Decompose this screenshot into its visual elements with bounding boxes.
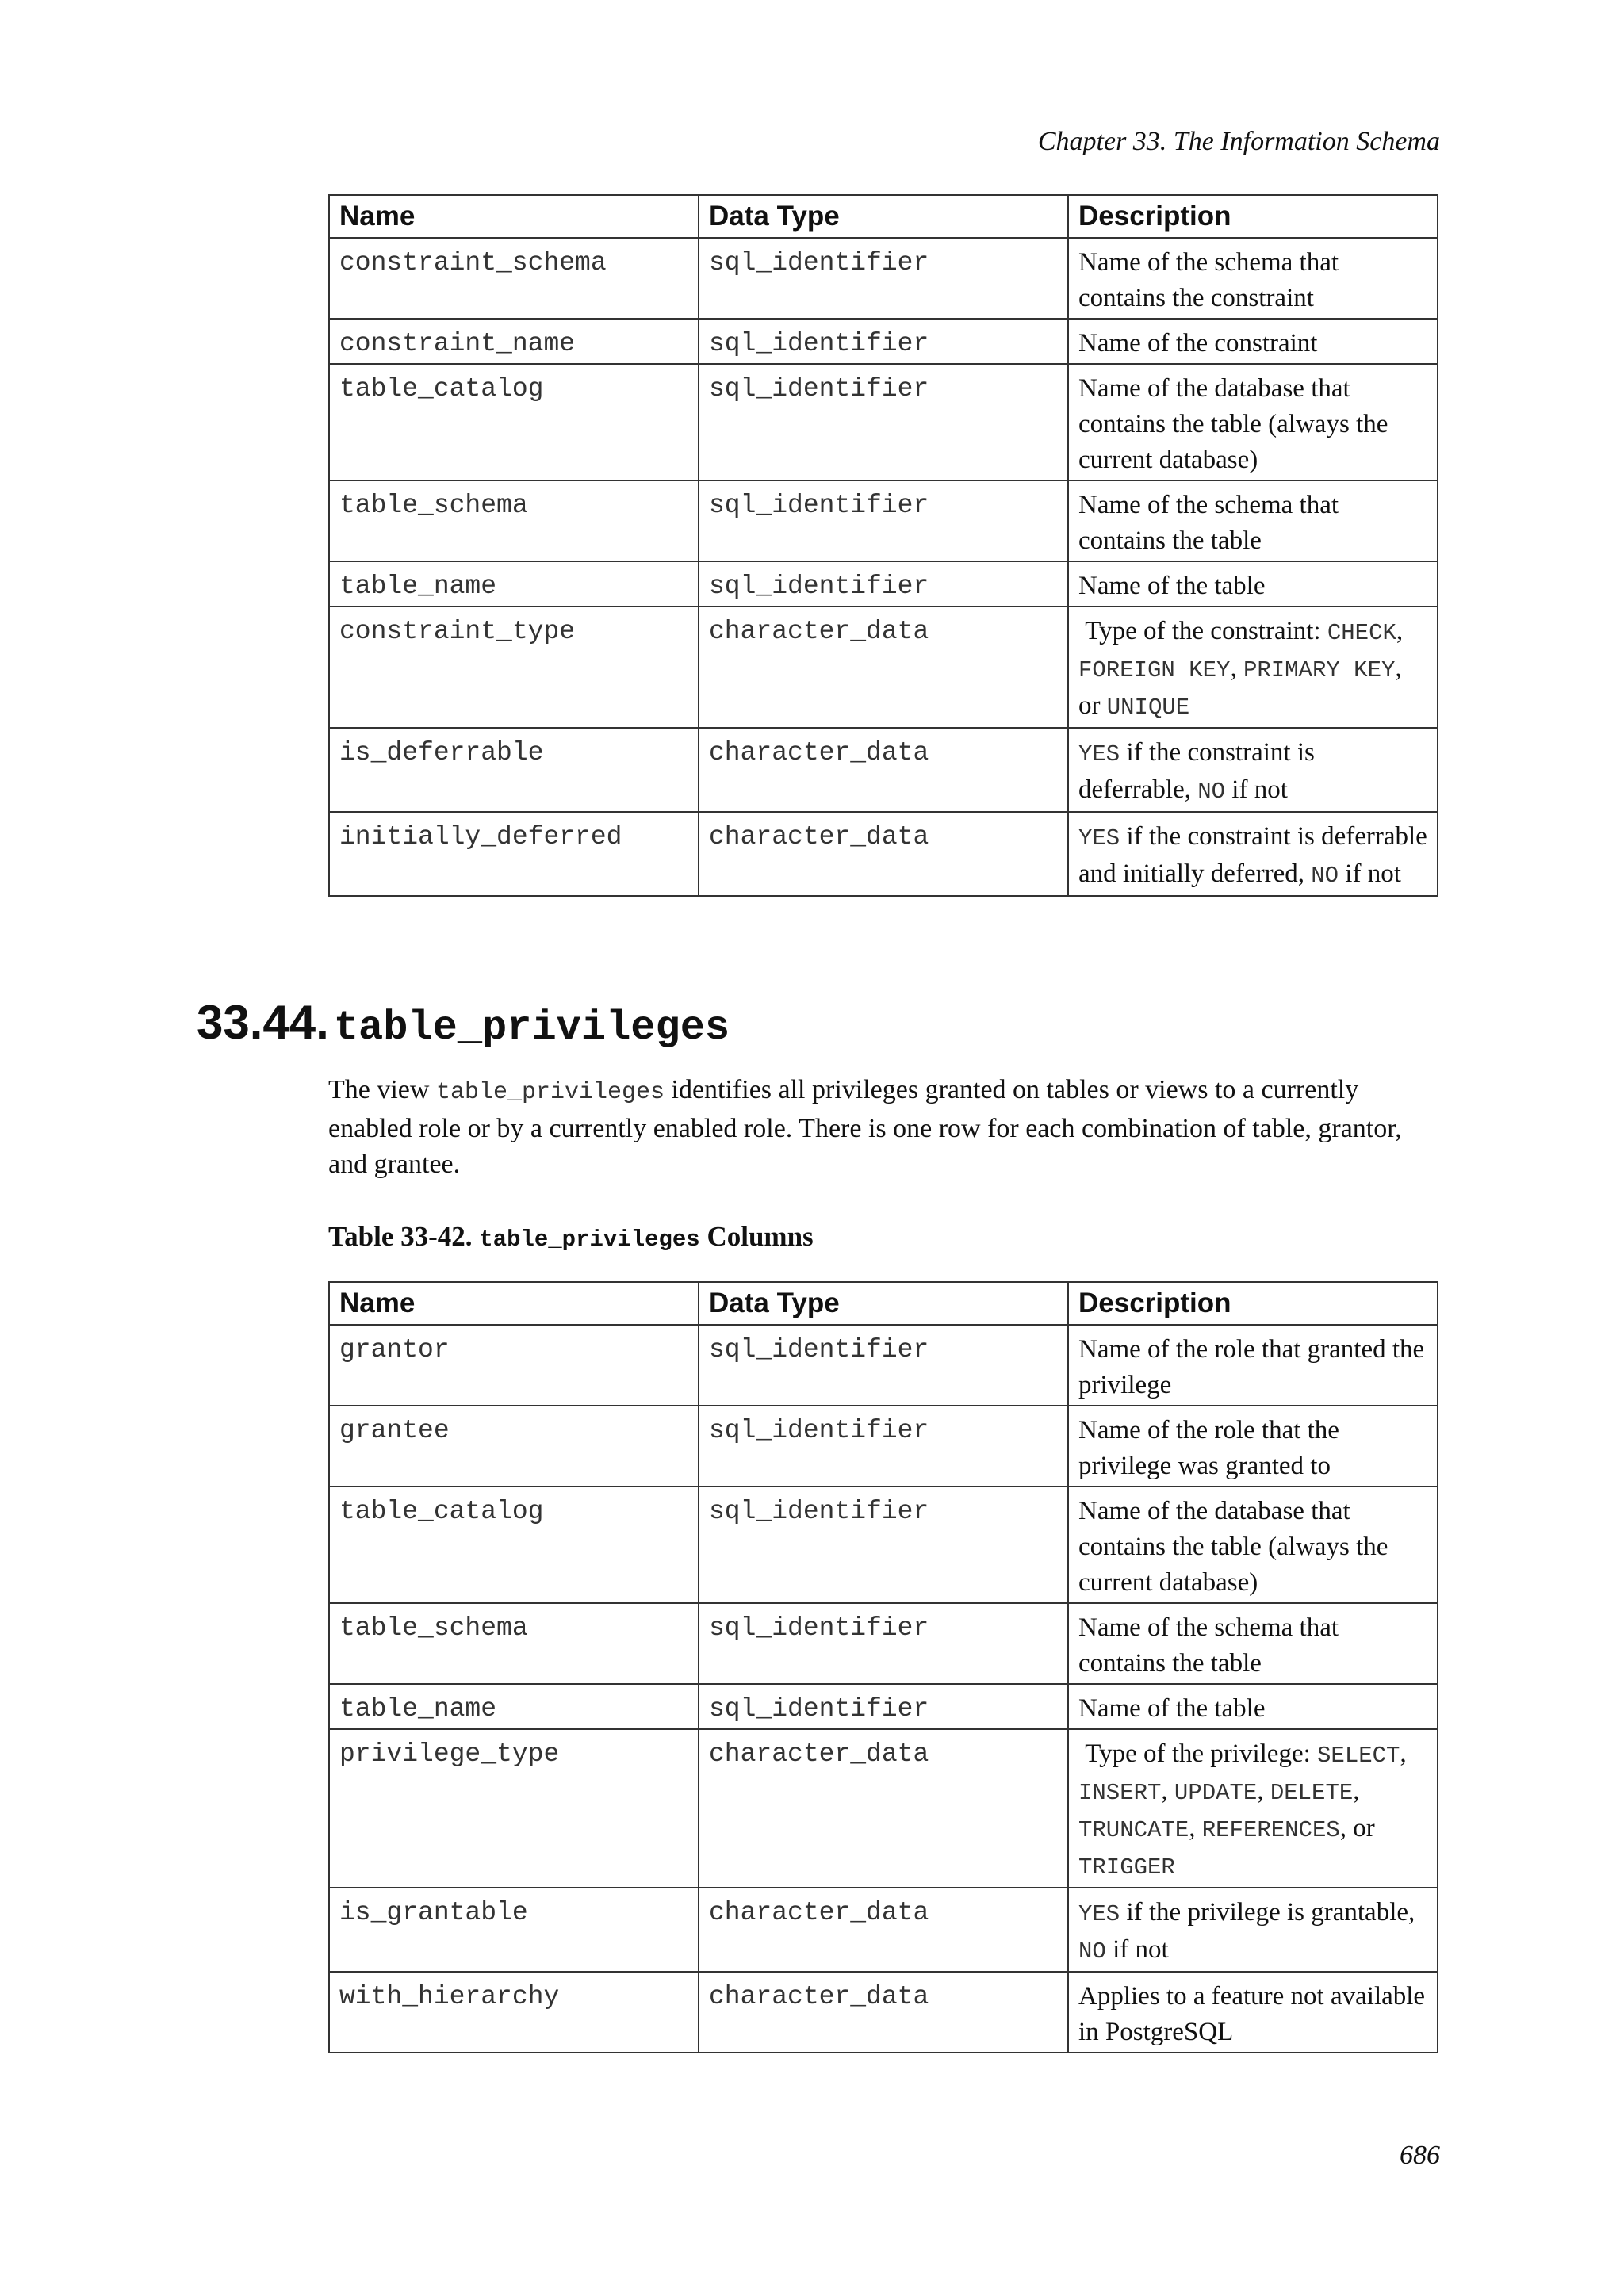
data-type-cell: sql_identifier	[699, 1406, 1068, 1487]
description-cell: Name of the database that contains the table (always the current database)	[1068, 1487, 1438, 1603]
description-cell: Applies to a feature not available in PostgreSQL	[1068, 1972, 1438, 2053]
description-cell: Name of the role that the privilege was granted to	[1068, 1406, 1438, 1487]
section-title: table_privileges	[333, 1004, 730, 1051]
data-type-cell: sql_identifier	[699, 319, 1068, 364]
code-value: REFERENCES	[1201, 1817, 1340, 1843]
table-row	[329, 238, 1438, 319]
code-value: YES	[1078, 741, 1120, 767]
table-privileges-columns-table	[328, 1281, 1438, 2053]
description-cell	[1068, 1888, 1438, 1972]
column-header-data-type: Data Type	[699, 195, 1068, 238]
description-text: if not	[1105, 1935, 1169, 1964]
code-value: YES	[1078, 1901, 1120, 1927]
table-row	[329, 364, 1438, 480]
intro-text: The view	[328, 1075, 436, 1104]
description-text: ,	[1161, 1777, 1174, 1805]
column-name-cell: initially_deferred	[329, 812, 699, 896]
description-cell: Name of the role that granted the privilege	[1068, 1325, 1438, 1406]
table-row	[329, 1972, 1438, 2053]
table-row	[329, 1684, 1438, 1729]
data-type-cell: character_data	[699, 607, 1068, 728]
caption-suffix: Columns	[699, 1221, 814, 1252]
code-value: PRIMARY KEY	[1243, 657, 1396, 683]
description-text: if the privilege is grantable,	[1120, 1898, 1415, 1927]
table-row	[329, 812, 1438, 896]
table-row	[329, 1406, 1438, 1487]
section-heading	[197, 995, 730, 1051]
table-row	[329, 1603, 1438, 1684]
table-row	[329, 480, 1438, 561]
running-header: Chapter 33. The Information Schema	[1037, 127, 1440, 156]
table-header-row	[329, 195, 1438, 238]
description-text: if not	[1339, 859, 1401, 888]
data-type-cell: sql_identifier	[699, 1684, 1068, 1729]
section-number: 33.44.	[197, 996, 329, 1049]
column-header-name: Name	[329, 195, 699, 238]
table-row	[329, 607, 1438, 728]
description-cell: Name of the schema that contains the table	[1068, 480, 1438, 561]
description-cell: Name of the table	[1068, 561, 1438, 607]
constraints-columns-table	[328, 194, 1438, 897]
code-value: UNIQUE	[1106, 695, 1190, 721]
data-type-cell: character_data	[699, 1729, 1068, 1888]
code-value: INSERT	[1078, 1780, 1162, 1806]
description-cell	[1068, 812, 1438, 896]
column-name-cell: grantor	[329, 1325, 699, 1406]
description-text: Type of the privilege:	[1085, 1739, 1318, 1768]
data-type-cell: character_data	[699, 812, 1068, 896]
data-type-cell: character_data	[699, 1888, 1068, 1972]
column-name-cell: is_deferrable	[329, 728, 699, 812]
code-value: NO	[1311, 863, 1339, 889]
column-header-description: Description	[1068, 195, 1438, 238]
column-name-cell: table_schema	[329, 1603, 699, 1684]
data-type-cell: sql_identifier	[699, 561, 1068, 607]
description-cell: Name of the constraint	[1068, 319, 1438, 364]
data-type-cell: character_data	[699, 1972, 1068, 2053]
intro-text: identifies all privileges granted on tables or views to a currently enabled role or by a currently enabled role. There is one row for each combination of table, grantor, and grantee.	[328, 1075, 1402, 1179]
description-cell	[1068, 607, 1438, 728]
description-text: ,	[1400, 1739, 1407, 1768]
table-caption	[328, 1221, 814, 1253]
table-row	[329, 1729, 1438, 1888]
description-text: , or	[1339, 1814, 1375, 1843]
code-value: UPDATE	[1174, 1780, 1258, 1806]
description-text: if not	[1225, 775, 1288, 804]
column-name-cell: table_name	[329, 561, 699, 607]
code-value: TRIGGER	[1078, 1854, 1175, 1881]
description-cell: Name of the table	[1068, 1684, 1438, 1729]
description-text: Type of the constraint:	[1085, 617, 1327, 645]
intro-code: table_privileges	[435, 1079, 665, 1106]
code-value: FOREIGN KEY	[1078, 657, 1231, 683]
description-text: if the constraint is deferrable and initially deferred,	[1078, 822, 1427, 888]
data-type-cell: sql_identifier	[699, 364, 1068, 480]
description-text: , or	[1078, 654, 1402, 720]
table-row	[329, 1487, 1438, 1603]
data-type-cell: sql_identifier	[699, 1487, 1068, 1603]
description-text: ,	[1189, 1814, 1202, 1843]
table-header-row	[329, 1282, 1438, 1325]
code-value: NO	[1078, 1938, 1106, 1965]
data-type-cell: sql_identifier	[699, 238, 1068, 319]
table-row	[329, 1888, 1438, 1972]
code-value: SELECT	[1317, 1743, 1400, 1769]
description-cell: Name of the schema that contains the constraint	[1068, 238, 1438, 319]
description-cell: Name of the schema that contains the table	[1068, 1603, 1438, 1684]
caption-code: table_privileges	[479, 1226, 700, 1253]
description-text: ,	[1396, 617, 1404, 645]
description-text: ,	[1230, 654, 1243, 683]
column-name-cell: table_schema	[329, 480, 699, 561]
column-name-cell: is_grantable	[329, 1888, 699, 1972]
column-header-data-type: Data Type	[699, 1282, 1068, 1325]
data-type-cell: sql_identifier	[699, 1325, 1068, 1406]
column-name-cell: table_catalog	[329, 364, 699, 480]
description-text: ,	[1353, 1777, 1360, 1805]
table-row	[329, 319, 1438, 364]
data-type-cell: sql_identifier	[699, 1603, 1068, 1684]
data-type-cell: character_data	[699, 728, 1068, 812]
description-cell	[1068, 728, 1438, 812]
column-name-cell: table_catalog	[329, 1487, 699, 1603]
code-value: DELETE	[1270, 1780, 1354, 1806]
code-value: TRUNCATE	[1078, 1817, 1189, 1843]
column-name-cell: constraint_name	[329, 319, 699, 364]
description-cell: Name of the database that contains the table (always the current database)	[1068, 364, 1438, 480]
column-header-name: Name	[329, 1282, 699, 1325]
caption-prefix: Table 33-42.	[328, 1221, 480, 1252]
code-value: YES	[1078, 825, 1120, 851]
code-value: CHECK	[1327, 620, 1396, 646]
column-header-description: Description	[1068, 1282, 1438, 1325]
code-value: NO	[1197, 779, 1226, 805]
table-row	[329, 1325, 1438, 1406]
page-number: 686	[1400, 2141, 1440, 2170]
table-row	[329, 728, 1438, 812]
description-text: ,	[1257, 1777, 1270, 1805]
column-name-cell: constraint_type	[329, 607, 699, 728]
section-intro-paragraph	[328, 1072, 1437, 1182]
table-row	[329, 561, 1438, 607]
description-cell	[1068, 1729, 1438, 1888]
column-name-cell: table_name	[329, 1684, 699, 1729]
description-text: if the constraint is deferrable,	[1078, 738, 1315, 804]
data-type-cell: sql_identifier	[699, 480, 1068, 561]
column-name-cell: constraint_schema	[329, 238, 699, 319]
column-name-cell: privilege_type	[329, 1729, 699, 1888]
column-name-cell: with_hierarchy	[329, 1972, 699, 2053]
column-name-cell: grantee	[329, 1406, 699, 1487]
